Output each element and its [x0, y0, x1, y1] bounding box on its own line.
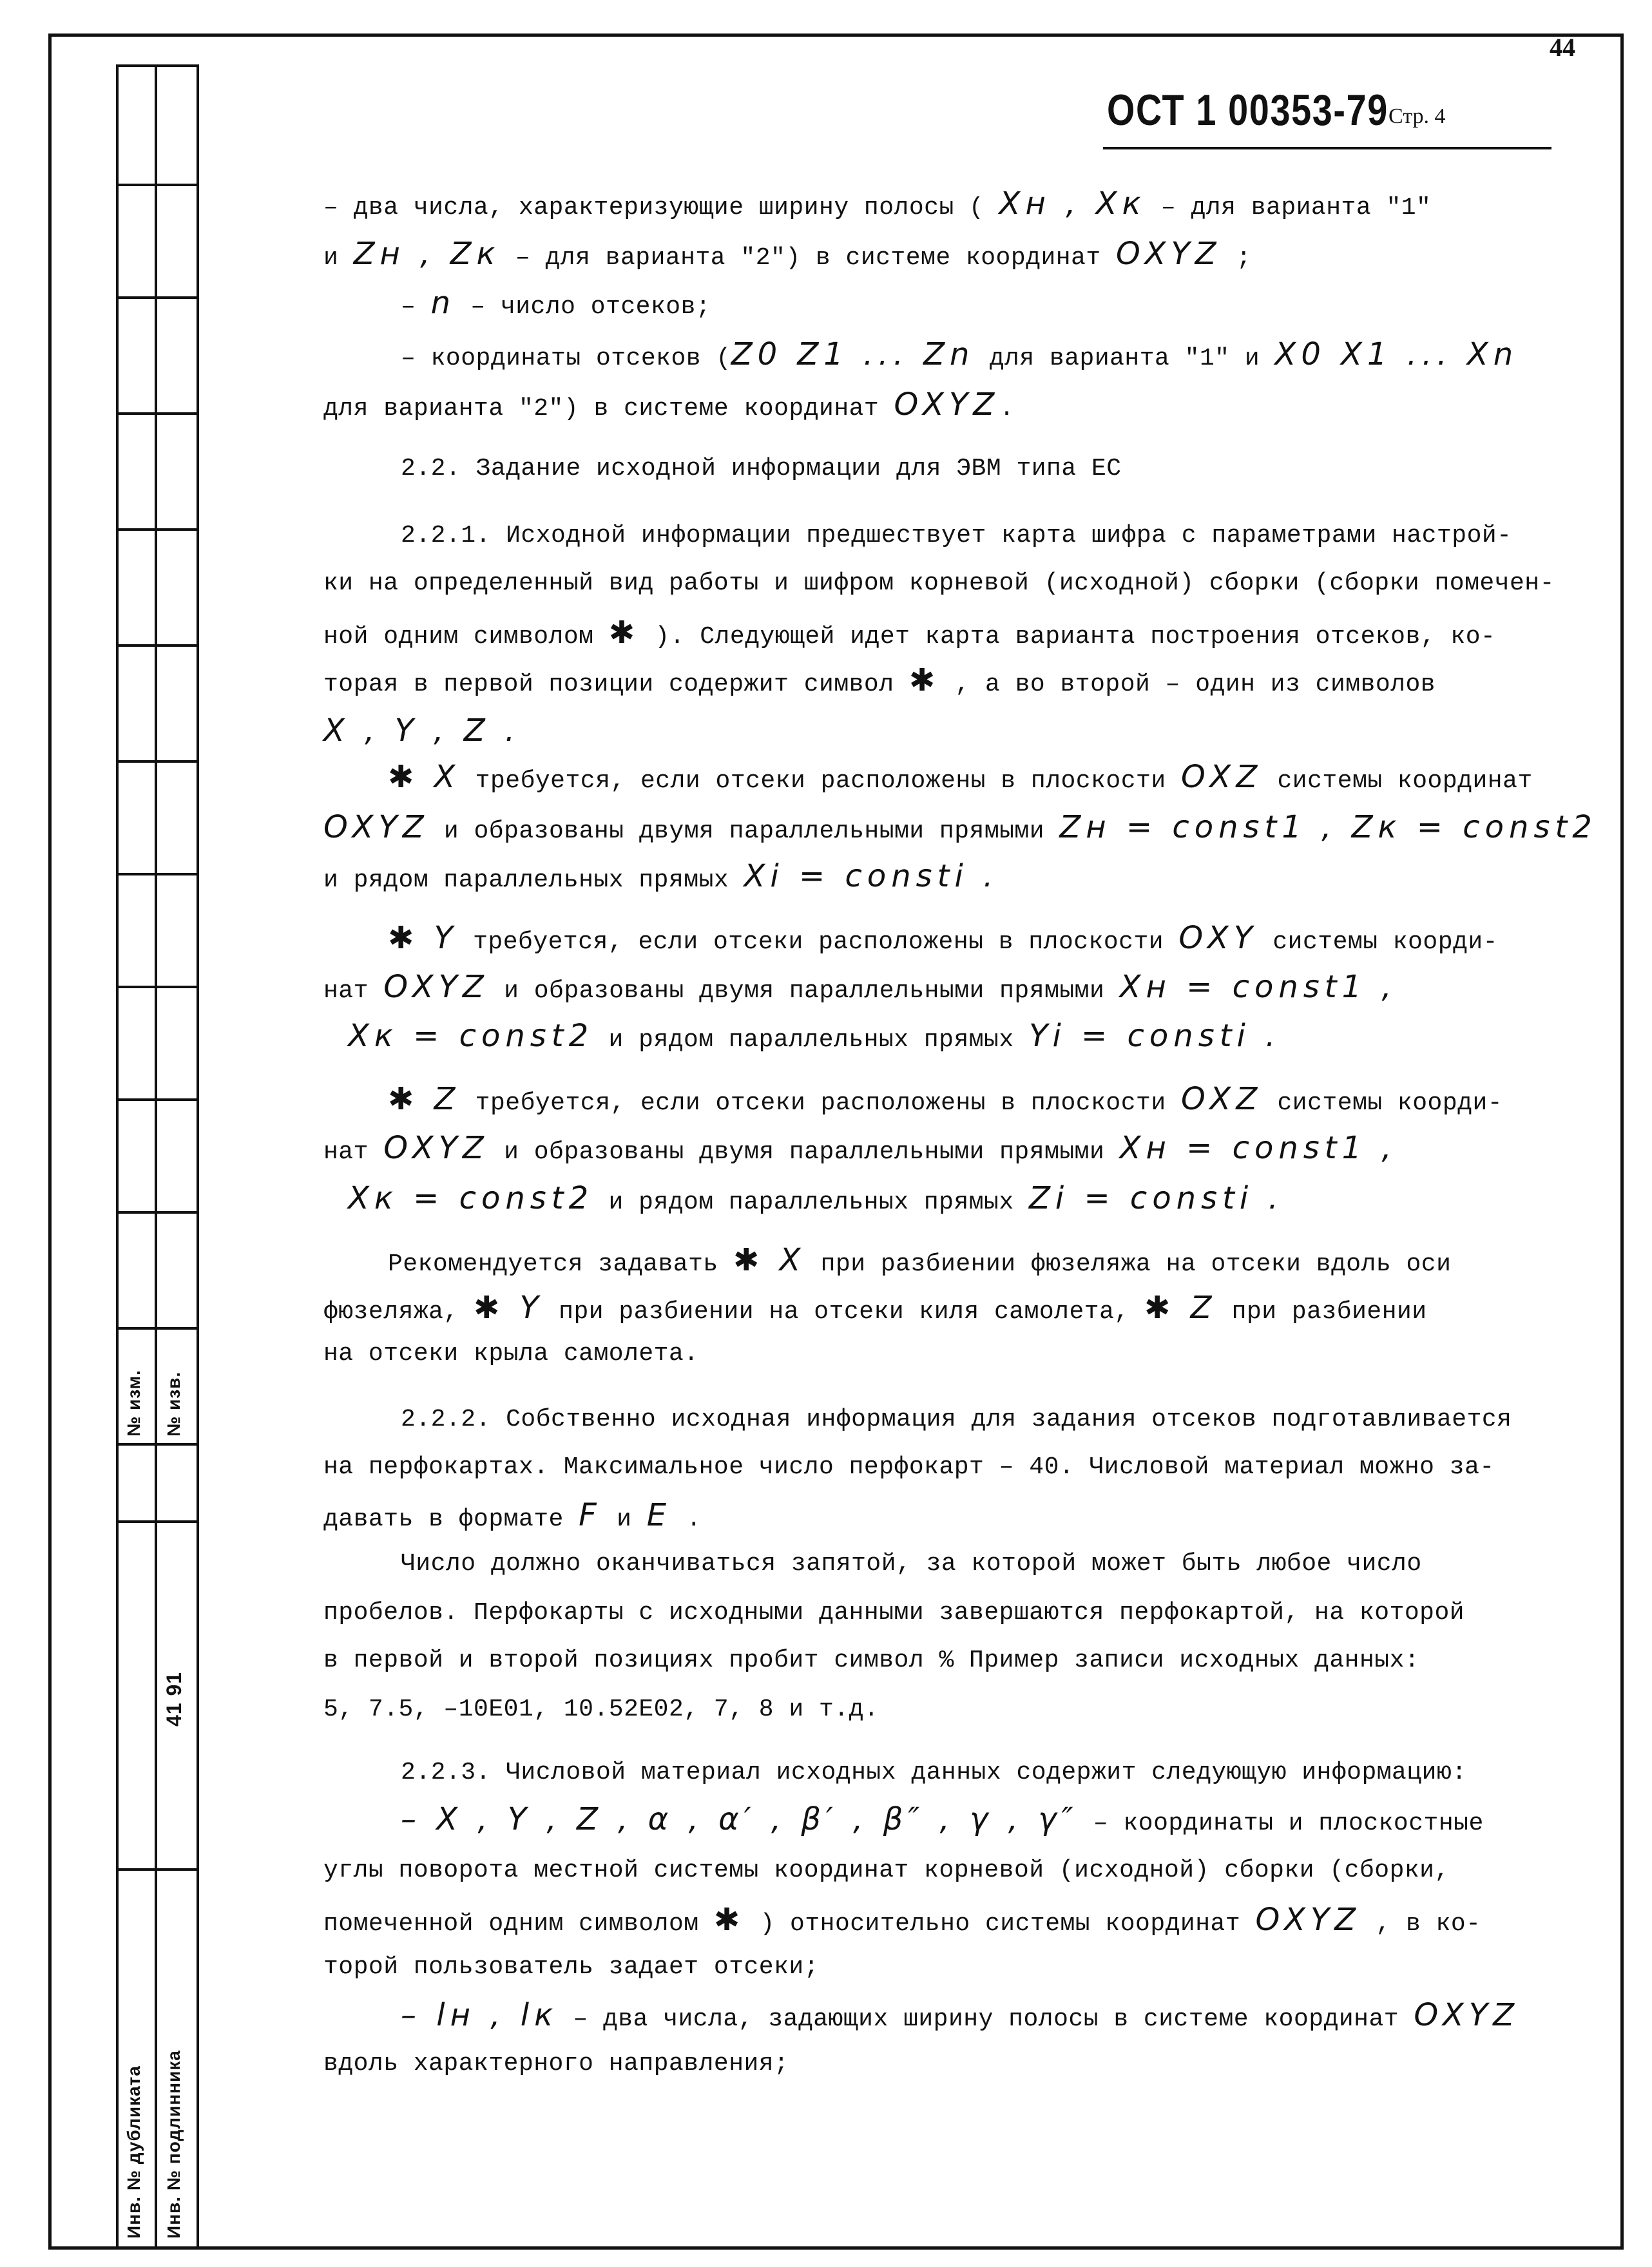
text-line	[401, 454, 1122, 484]
formula: X , Y , Z .	[323, 713, 521, 749]
text-run: 2.2.1. Исходной информации предшествует карта шифра с параметрами настрой-	[401, 522, 1512, 550]
text-line	[348, 1020, 1280, 1056]
formula: ✱	[713, 1902, 745, 1938]
text-line	[323, 1694, 879, 1725]
text-line	[388, 761, 1533, 797]
original-inventory-label: Инв. № подлинника	[164, 2050, 184, 2239]
text-line	[401, 1801, 1484, 1839]
stamp-row-line	[116, 760, 197, 763]
formula: ✱	[908, 662, 941, 698]
text-line	[323, 1497, 702, 1535]
stamp-row-line	[116, 296, 197, 299]
text-run: нат	[323, 977, 384, 1005]
text-run: ). Следующей идет карта варианта построения отсеков, ко-	[640, 623, 1496, 651]
formula: OXYZ	[383, 1130, 489, 1166]
formula: Zн , Zк	[353, 236, 501, 272]
text-line	[323, 389, 1014, 425]
text-line	[323, 1130, 1397, 1168]
text-run: требуется, если отсеки расположены в плоскости	[457, 928, 1179, 956]
stamp-row-line	[116, 1443, 197, 1446]
formula: OXY	[1178, 920, 1258, 956]
text-run: – координаты отсеков (	[401, 345, 731, 372]
text-line	[323, 809, 1597, 847]
text-run: – для варианта "1"	[1146, 194, 1432, 222]
text-line	[401, 1549, 1422, 1580]
text-run: и образованы двумя параллельными прямыми	[488, 1138, 1120, 1166]
formula: Zн = const1 , Zк = const2	[1059, 809, 1597, 845]
text-run: – два числа, характеризующие ширину полосы (	[323, 194, 999, 222]
text-run: давать в формате	[323, 1506, 579, 1533]
formula: OXYZ	[894, 387, 1000, 423]
document-code: ОСТ 1 00353-79	[1107, 86, 1388, 135]
text-line	[323, 662, 1436, 700]
formula: OXZ	[1180, 759, 1263, 795]
text-line	[323, 2049, 789, 2080]
text-line	[323, 188, 1431, 224]
text-line	[388, 1081, 1503, 1119]
text-run: требуется, если отсеки расположены в плоскости	[460, 1089, 1181, 1117]
formula: – X , Y , Z , α , α′ , β′ , β″ , γ , γ″	[401, 1801, 1079, 1837]
stamp-row-line	[116, 986, 197, 988]
text-run: системы коорди-	[1258, 928, 1498, 956]
formula: – lн , lк	[401, 1997, 559, 2033]
text-line	[323, 715, 520, 751]
text-line	[323, 1292, 1427, 1328]
text-run: и рядом параллельных прямых	[593, 1189, 1029, 1216]
stamp-row-line	[116, 1868, 197, 1871]
stamp-column-line	[197, 64, 199, 2250]
text-run: 2.2.3. Числовой материал исходных данных содержит следующую информацию:	[401, 1759, 1467, 1786]
text-run: , а во второй – один из символов	[940, 671, 1436, 698]
formula: Zi = consti .	[1028, 1180, 1283, 1216]
stamp-row-line	[116, 1211, 197, 1214]
text-run: и рядом параллельных прямых	[593, 1026, 1029, 1054]
text-line	[401, 1404, 1512, 1435]
text-run: системы коорди-	[1262, 1089, 1503, 1117]
text-line	[323, 858, 999, 896]
formula: X0 X1 ... Xn	[1274, 336, 1519, 372]
text-run: фюзеляжа,	[323, 1298, 474, 1326]
formula: n	[430, 285, 456, 321]
text-line	[323, 1904, 1481, 1940]
formula: ✱ Y	[474, 1290, 544, 1326]
formula: OXZ	[1180, 1081, 1263, 1117]
text-run: 5, 7.5, –10E01, 10.52E02, 7, 8 и т.д.	[323, 1696, 879, 1723]
text-line	[348, 1180, 1283, 1218]
text-run: для варианта "1" и	[974, 345, 1275, 372]
text-run: и образованы двумя параллельными прямыми	[428, 818, 1060, 845]
formula: Xн , Xк	[999, 186, 1146, 222]
text-run: системы координат	[1262, 767, 1533, 795]
stamp-row-line	[116, 412, 197, 415]
formula: ✱ X	[388, 759, 461, 795]
text-line	[401, 336, 1519, 374]
registration-number: 41 91	[162, 1671, 186, 1727]
text-run: для варианта "2") в системе координат	[323, 395, 894, 423]
text-run: ;	[1221, 244, 1252, 272]
text-run: торой пользователь задает отсеки;	[323, 1953, 820, 1981]
formula: E	[646, 1497, 672, 1533]
formula: OXYZ	[323, 809, 429, 845]
sheet-number: 44	[1550, 33, 1575, 62]
text-run: ) относительно системы координат	[745, 1910, 1256, 1938]
text-line	[388, 1242, 1452, 1280]
stamp-row-line	[116, 184, 197, 186]
text-line	[401, 521, 1512, 551]
text-run: –	[401, 293, 431, 321]
text-run: нат	[323, 1138, 384, 1166]
formula: F	[579, 1497, 602, 1533]
stamp-column-line	[155, 64, 157, 2250]
text-run: помеченной одним символом	[323, 1910, 714, 1938]
formula: Xн = const1 ,	[1119, 1130, 1397, 1166]
text-run: – два числа, задающих ширину полосы в системе координат	[558, 2005, 1414, 2033]
text-line	[323, 1598, 1465, 1629]
text-run: ки на определенный вид работы и шифром корневой (исходной) сборки (сборки помечен-	[323, 569, 1555, 597]
formula: ✱	[608, 615, 640, 651]
text-run: – координаты и плоскостные	[1078, 1810, 1484, 1837]
text-run: 2.2. Задание исходной информации для ЭВМ типа ЕС	[401, 455, 1122, 483]
formula: ✱ X	[733, 1242, 806, 1278]
text-run: .	[671, 1506, 702, 1533]
text-run: , в ко-	[1361, 1910, 1481, 1938]
text-line	[401, 1997, 1519, 2035]
text-run: вдоль характерного направления;	[323, 2050, 789, 2078]
formula: Xн = const1 ,	[1119, 969, 1397, 1005]
formula: Z0 Z1 ... Zn	[731, 336, 975, 372]
text-line	[401, 1757, 1467, 1788]
text-run: .	[999, 395, 1015, 423]
text-run: на отсеки крыла самолета.	[323, 1340, 699, 1368]
formula: ✱ Y	[388, 920, 458, 956]
formula: Xi = consti .	[744, 858, 999, 894]
text-run: ной одним символом	[323, 623, 609, 651]
stamp-row-line	[116, 1327, 197, 1330]
text-run: требуется, если отсеки расположены в плоскости	[460, 767, 1181, 795]
stamp-top-line	[116, 64, 198, 67]
text-run: Число должно оканчиваться запятой, за которой может быть любое число	[401, 1550, 1422, 1578]
text-run: и образованы двумя параллельными прямыми	[488, 977, 1120, 1005]
text-run: – для варианта "2") в системе координат	[500, 244, 1116, 272]
text-run: – число отсеков;	[456, 293, 711, 321]
text-line	[323, 1339, 699, 1370]
text-run: 2.2.2. Собственно исходная информация для задания отсеков подготавливается	[401, 1406, 1512, 1433]
text-line	[323, 238, 1251, 274]
page-label: Стр. 4	[1388, 104, 1446, 128]
formula: OXYZ	[1255, 1902, 1361, 1938]
text-run: при разбиении фюзеляжа на отсеки вдоль оси	[805, 1250, 1452, 1278]
text-line	[323, 1855, 1450, 1886]
formula: Xк = const2	[348, 1018, 594, 1054]
stamp-bottom-line	[116, 2247, 197, 2250]
stamp-row-line	[116, 873, 197, 875]
text-line	[388, 920, 1498, 958]
formula: OXYZ	[1414, 1997, 1519, 2033]
text-line	[401, 287, 711, 323]
change-number-label: № изм.	[124, 1370, 144, 1437]
formula: ✱ Z	[1144, 1290, 1217, 1326]
formula: Xк = const2	[348, 1180, 594, 1216]
formula: OXYZ	[1115, 236, 1222, 272]
text-run: углы поворота местной системы координат корневой (исходной) сборки (сборки,	[323, 1857, 1450, 1884]
formula: ✱ Z	[388, 1081, 461, 1117]
stamp-row-line	[116, 644, 197, 647]
header-rule	[1103, 147, 1551, 149]
text-run: в первой и второй позициях пробит символ % Пример записи исходных данных:	[323, 1647, 1420, 1674]
text-run: и	[323, 244, 354, 272]
stamp-column-line	[116, 64, 119, 2250]
stamp-row-line	[116, 1098, 197, 1101]
text-line	[323, 617, 1495, 653]
text-run: и	[601, 1506, 647, 1533]
text-run: на перфокартах. Максимальное число перфокарт – 40. Числовой материал можно за-	[323, 1453, 1495, 1481]
stamp-row-line	[116, 528, 197, 531]
text-line	[323, 1952, 819, 1983]
text-run: при разбиении на отсеки киля самолета,	[543, 1298, 1144, 1326]
text-run: торая в первой позиции содержит символ	[323, 671, 909, 698]
text-run: при разбиении	[1216, 1298, 1427, 1326]
formula: OXYZ	[383, 969, 489, 1005]
text-run: Рекомендуется задавать	[388, 1250, 733, 1278]
text-run: пробелов. Перфокарты с исходными данными завершаются перфокартой, на которой	[323, 1599, 1465, 1627]
text-run: и рядом параллельных прямых	[323, 866, 744, 894]
formula: Yi = consti .	[1028, 1018, 1281, 1054]
notice-number-label: № изв.	[164, 1371, 184, 1437]
text-line	[323, 568, 1555, 599]
stamp-row-line	[116, 1520, 197, 1523]
text-line	[323, 1645, 1419, 1676]
text-line	[323, 1452, 1495, 1483]
duplicate-inventory-label: Инв. № дубликата	[124, 2065, 144, 2239]
text-line	[323, 971, 1397, 1007]
